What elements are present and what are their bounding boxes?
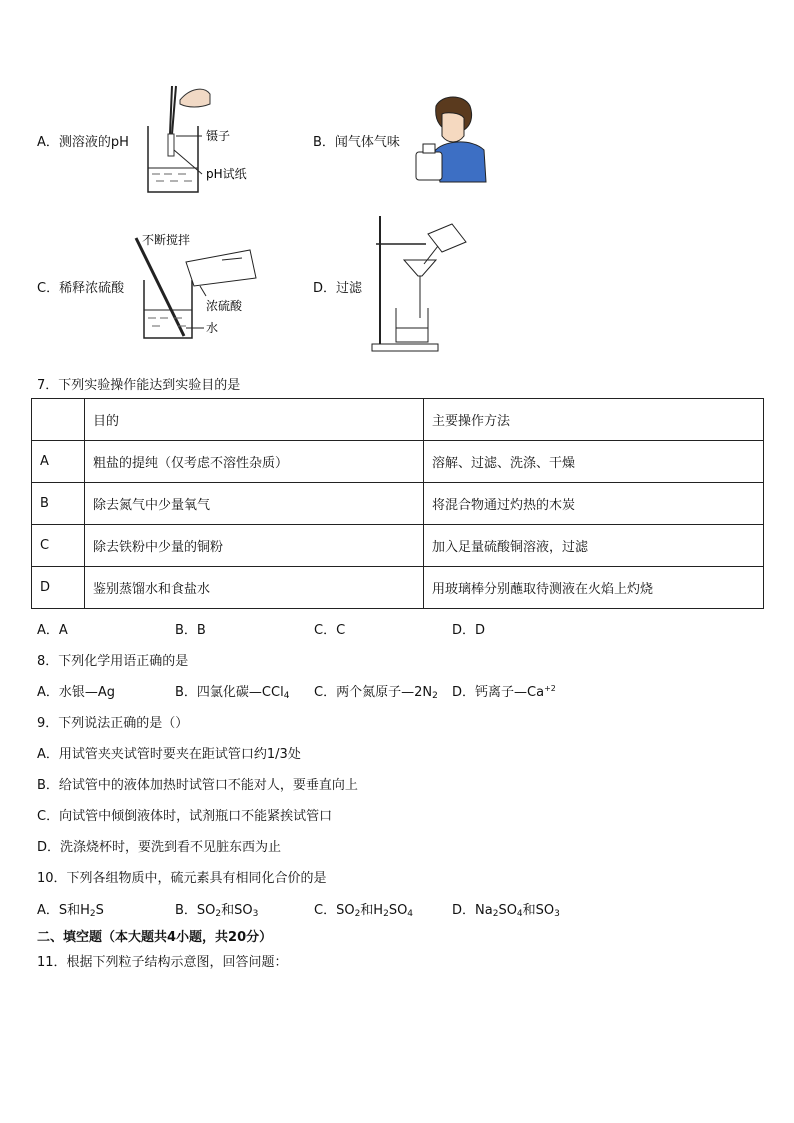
- ph-test-illustration: [140, 82, 270, 197]
- figure-c-label: C．稀释浓硫酸: [37, 281, 125, 296]
- table-header-row: [32, 399, 764, 441]
- q9-stem: 9．下列说法正确的是（）: [37, 716, 189, 731]
- water-label: 水: [206, 321, 219, 335]
- q9-option-c: C．向试管中倾倒液体时，试剂瓶口不能紧挨试管口: [37, 809, 333, 824]
- table-header-cell: 主要操作方法: [424, 399, 764, 441]
- table-cell: C: [32, 525, 85, 567]
- table-cell: 溶解、过滤、洗涤、干燥: [424, 441, 764, 483]
- section-title: 二、填空题（本大题共4小题，共20分）: [37, 930, 273, 945]
- filtration-illustration: [366, 212, 476, 354]
- figure-b-label: B．闻气体气味: [313, 135, 400, 150]
- smell-gas-illustration: [412, 92, 492, 184]
- q7-option-d: D．D: [452, 623, 486, 638]
- figure-d-label: D．过滤: [313, 281, 363, 296]
- q11-stem: 11．根据下列粒子结构示意图，回答问题：: [37, 955, 288, 970]
- table-row: [32, 483, 764, 525]
- table-cell: 用玻璃棒分别蘸取待测液在火焰上灼烧: [424, 567, 764, 609]
- table-header-cell: [32, 399, 85, 441]
- q7-stem: 7．下列实验操作能达到实验目的是: [37, 378, 241, 393]
- q8-option-a: A．水银—Ag: [37, 685, 116, 700]
- q7-table: [31, 398, 764, 609]
- figure-a-label: A．测溶液的pH: [37, 135, 129, 150]
- table-cell: 加入足量硫酸铜溶液，过滤: [424, 525, 764, 567]
- table-cell: 鉴别蒸馏水和食盐水: [85, 567, 424, 609]
- q10-stem: 10．下列各组物质中，硫元素具有相同化合价的是: [37, 871, 327, 886]
- q10-option-c: C．$SO_2$和$H_2SO_4$: [314, 903, 414, 919]
- q9-option-d: D．洗涤烧杯时，要洗到看不见脏东西为止: [37, 840, 282, 855]
- table-cell: 粗盐的提纯（仅考虑不溶性杂质）: [85, 441, 424, 483]
- q7-option-c: C．C: [314, 623, 346, 638]
- table-cell: 除去铁粉中少量的铜粉: [85, 525, 424, 567]
- conc-acid-label: 浓硫酸: [206, 299, 243, 313]
- table-cell: 除去氮气中少量氧气: [85, 483, 424, 525]
- q8-option-b: B．四氯化碳—CCl$_4$: [175, 685, 290, 701]
- q8-option-d: D．钙离子$—Ca^{+2}$: [452, 684, 556, 700]
- table-cell: D: [32, 567, 85, 609]
- stir-label: 不断搅拌: [142, 233, 191, 247]
- table-cell: 将混合物通过灼热的木炭: [424, 483, 764, 525]
- q9-option-a: A．用试管夹夹试管时要夹在距试管口约1/3处: [37, 747, 301, 762]
- dilute-acid-illustration: [130, 228, 270, 343]
- q7-option-a: A．A: [37, 623, 68, 638]
- ph-paper-label: pH试纸: [206, 167, 247, 181]
- q8-stem: 8．下列化学用语正确的是: [37, 654, 189, 669]
- table-header-cell: 目的: [85, 399, 424, 441]
- table-cell: B: [32, 483, 85, 525]
- q10-option-a: A．S和$H_2S$: [37, 903, 104, 919]
- table-row: [32, 525, 764, 567]
- table-row: [32, 441, 764, 483]
- tweezers-label: 镊子: [206, 129, 231, 143]
- q8-option-c: C．两个氮原子$—2N_2$: [314, 685, 438, 701]
- table-row: [32, 567, 764, 609]
- q7-option-b: B．B: [175, 623, 206, 638]
- q10-option-d: D．$Na_2SO_4$和$SO_3$: [452, 903, 560, 919]
- q10-option-b: B．$SO_2$和$SO_3$: [175, 903, 259, 919]
- q9-option-b: B．给试管中的液体加热时试管口不能对人，要垂直向上: [37, 778, 358, 793]
- table-cell: A: [32, 441, 85, 483]
